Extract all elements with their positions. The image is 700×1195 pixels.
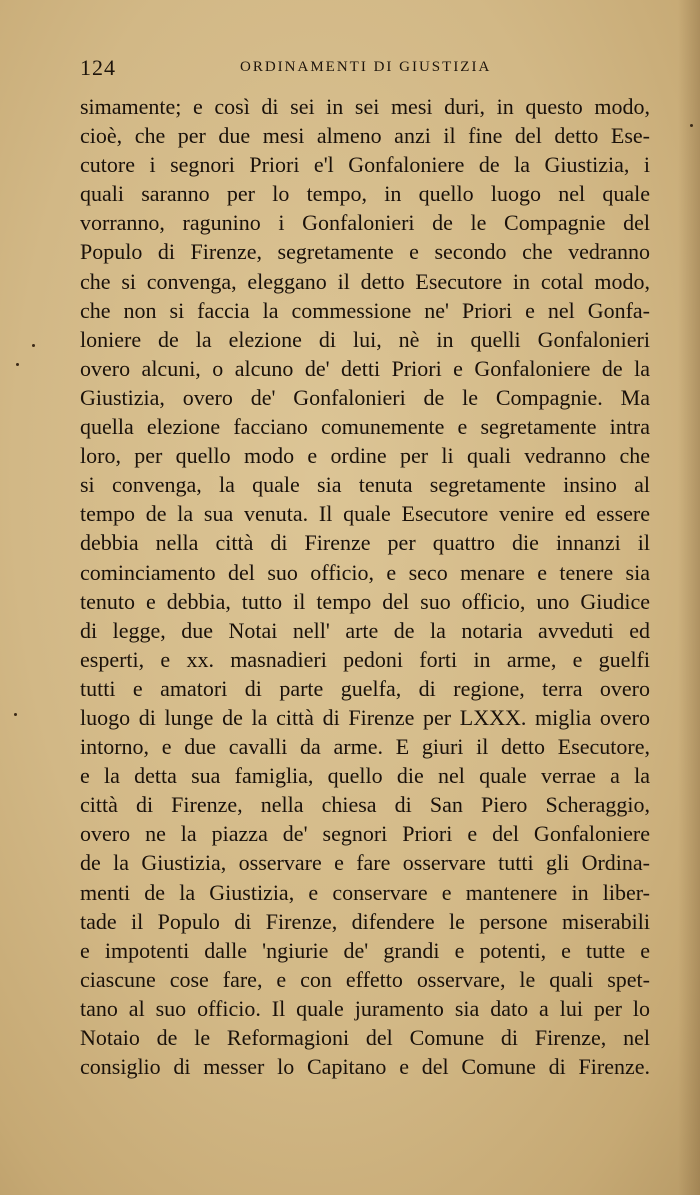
- body-text: [80, 92, 650, 1081]
- text-line: tano al suo officio. Il quale juramento sia dato a lui per lo: [80, 995, 650, 1021]
- text-line: overo alcuni, o alcuno de' detti Priori e Gonfaloniere de la: [80, 355, 650, 381]
- text-line: tutti e amatori di parte guelfa, di regione, terra overo: [80, 675, 650, 701]
- text-line: che non si faccia la commessione ne' Priori e nel Gonfa-: [80, 297, 650, 323]
- text-line: simamente; e così di sei in sei mesi duri, in questo modo,: [80, 94, 650, 119]
- text-line: e la detta sua famiglia, quello die nel quale verrae a la: [80, 763, 650, 789]
- text-line: esperti, e xx. masnadieri pedoni forti in arme, e guelfi: [80, 646, 650, 672]
- text-line: menti de la Giustizia, e conservare e mantenere in liber-: [80, 879, 650, 905]
- text-line: Giustizia, overo de' Gonfalonieri de le Compagnie. Ma: [80, 384, 650, 410]
- text-line: loniere de la elezione di lui, nè in quelli Gonfalonieri: [80, 326, 650, 352]
- text-line: di legge, due Notai nell' arte de la notaria avveduti ed: [80, 617, 650, 643]
- text-line: cutore i segnori Priori e'l Gonfaloniere de la Giustizia, i: [80, 152, 650, 178]
- page-number: 124: [80, 55, 116, 80]
- text-line: tenuto e debbia, tutto il tempo del suo officio, uno Giudice: [80, 588, 650, 614]
- text-line: loro, per quello modo e ordine per li quali vedranno che: [80, 443, 650, 469]
- margin-speck: [14, 713, 17, 716]
- text-line: luogo di lunge de la città di Firenze per LXXX. miglia overo: [80, 704, 650, 730]
- text-line: che si convenga, eleggano il detto Esecutore in cotal modo,: [80, 268, 650, 294]
- text-line: de la Giustizia, osservare e fare osservare tutti gli Ordina-: [80, 850, 650, 876]
- margin-speck: [690, 124, 693, 127]
- text-line: vorranno, ragunino i Gonfalonieri de le Compagnie del: [80, 210, 650, 236]
- margin-speck: [16, 363, 19, 366]
- page-header: [80, 55, 650, 85]
- text-line: cioè, che per due mesi almeno anzi il fine del detto Ese-: [80, 123, 650, 149]
- text-line: cominciamento del suo officio, e seco menare e tenere sia: [80, 559, 650, 585]
- text-line: ciascune cose fare, e con effetto osservare, le quali spet-: [80, 966, 650, 992]
- margin-speck: [32, 344, 35, 347]
- text-line: quali saranno per lo tempo, in quello luogo nel quale: [80, 181, 650, 207]
- text-line: intorno, e due cavalli da arme. E giuri il detto Esecutore,: [80, 734, 650, 760]
- text-line: si convenga, la quale sia tenuta segretamente insino al: [80, 472, 650, 498]
- text-line: Populo di Firenze, segretamente e secondo che vedranno: [80, 239, 650, 265]
- page-edge-shadow: [678, 0, 700, 1195]
- text-line: debbia nella città di Firenze per quattro die innanzi il: [80, 530, 650, 556]
- text-line: consiglio di messer lo Capitano e del Comune di Firenze.: [80, 1054, 650, 1080]
- text-line: città di Firenze, nella chiesa di San Piero Scheraggio,: [80, 792, 650, 818]
- text-line: tempo de la sua venuta. Il quale Esecutore venire ed essere: [80, 501, 650, 527]
- text-line: e impotenti dalle 'ngiurie de' grandi e potenti, e tutte e: [80, 937, 650, 963]
- text-line: overo ne la piazza de' segnori Priori e del Gonfaloniere: [80, 821, 650, 847]
- text-line: quella elezione facciano comunemente e segretamente intra: [80, 414, 650, 440]
- running-title: ORDINAMENTI DI GIUSTIZIA: [240, 59, 492, 75]
- text-line: Notaio de le Reformagioni del Comune di Firenze, nel: [80, 1025, 650, 1050]
- text-line: tade il Populo di Firenze, difendere le persone miserabili: [80, 908, 650, 934]
